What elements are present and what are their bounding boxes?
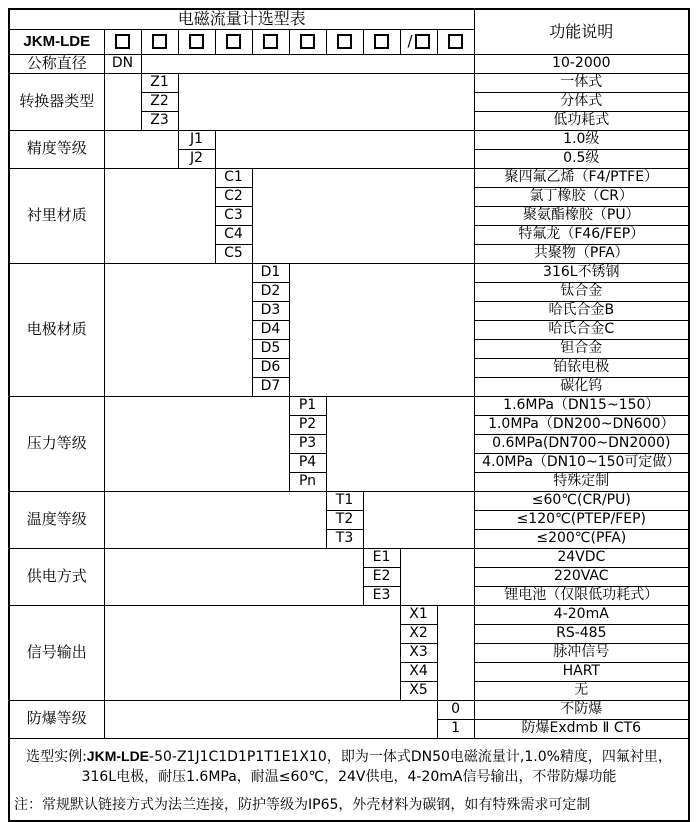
spec-label-power-supply: 供电方式 [9, 548, 104, 605]
spec-desc: 锂电池（仅限低功耗式） [474, 586, 689, 605]
spec-desc: 24VDC [474, 548, 689, 567]
spec-code: X5 [400, 681, 437, 700]
spec-code: E3 [363, 586, 400, 605]
spec-code: T1 [326, 491, 363, 510]
spec-label-signal-output: 信号输出 [9, 605, 104, 700]
spec-desc: 4-20mA [474, 605, 689, 624]
spec-desc: 防爆Exdmb Ⅱ CT6 [474, 719, 689, 738]
spec-desc: 钽合金 [474, 339, 689, 358]
notes-row [9, 738, 689, 821]
spec-desc: 哈氏合金B [474, 301, 689, 320]
blank-cell [289, 263, 474, 396]
spec-desc: 0.6MPa(DN700~DN2000) [474, 434, 689, 453]
spec-desc: 1.0MPa（DN200~DN600） [474, 415, 689, 434]
spec-desc: HART [474, 662, 689, 681]
model-box-cell [141, 29, 178, 54]
blank-cell [178, 73, 474, 130]
model-checkbox[interactable] [263, 34, 278, 49]
blank-cell [141, 54, 474, 73]
spec-label-temperature: 温度等级 [9, 491, 104, 548]
blank-cell [363, 491, 474, 548]
spec-code: D3 [252, 301, 289, 320]
spec-code: D2 [252, 282, 289, 301]
blank-cell [326, 396, 474, 491]
spec-desc: 1.0级 [474, 130, 689, 149]
spec-code: J1 [178, 130, 215, 149]
spec-desc: 哈氏合金C [474, 320, 689, 339]
selection-example [14, 746, 684, 788]
spec-desc: 特氟龙（F46/FEP） [474, 225, 689, 244]
model-box-cell [363, 29, 400, 54]
spec-code: P3 [289, 434, 326, 453]
spec-code: D1 [252, 263, 289, 282]
table-row [9, 73, 689, 92]
spec-code: X2 [400, 624, 437, 643]
model-box-cell [326, 29, 363, 54]
blank-cell [104, 700, 437, 738]
spec-code: Z3 [141, 111, 178, 130]
table-row [9, 130, 689, 149]
table-title: 电磁流量计选型表 [9, 9, 474, 29]
spec-desc: 铂铱电极 [474, 358, 689, 377]
example-model: JKM-LDE [86, 747, 150, 764]
model-checkbox[interactable] [448, 34, 463, 49]
spec-code: C4 [215, 225, 252, 244]
spec-label-explosion-proof: 防爆等级 [9, 700, 104, 738]
title-row [9, 9, 689, 29]
spec-code: DN [104, 54, 141, 73]
spec-label-converter-type: 转换器类型 [9, 73, 104, 130]
model-box-cell [289, 29, 326, 54]
blank-cell [104, 605, 400, 700]
spec-desc: 特殊定制 [474, 472, 689, 491]
spec-desc: 无 [474, 681, 689, 700]
blank-cell [104, 168, 215, 263]
spec-desc: RS-485 [474, 624, 689, 643]
spec-desc: ≤200℃(PFA) [474, 529, 689, 548]
table-row [9, 54, 689, 73]
spec-code: X1 [400, 605, 437, 624]
spec-label-lining: 衬里材质 [9, 168, 104, 263]
spec-desc: ≤60℃(CR/PU) [474, 491, 689, 510]
spec-code: D5 [252, 339, 289, 358]
spec-code: D4 [252, 320, 289, 339]
spec-code: P4 [289, 453, 326, 472]
spec-code: D6 [252, 358, 289, 377]
model-checkbox[interactable] [415, 34, 430, 49]
spec-code: 0 [437, 700, 474, 719]
model-box-cell [400, 29, 437, 54]
spec-code: E2 [363, 567, 400, 586]
model-checkbox[interactable] [226, 34, 241, 49]
footnote: 注：常规默认链接方式为法兰连接，防护等级为IP65，外壳材料为碳钢，如有特殊需求可定制 [14, 797, 591, 814]
spec-desc: 低功耗式 [474, 111, 689, 130]
spec-code: J2 [178, 149, 215, 168]
model-checkbox[interactable] [115, 34, 130, 49]
blank-cell [104, 491, 326, 548]
model-checkbox[interactable] [189, 34, 204, 49]
spec-code: Z2 [141, 92, 178, 111]
spec-desc: 4.0MPa（DN10~150可定做） [474, 453, 689, 472]
spec-code: X3 [400, 643, 437, 662]
selection-sheet [8, 8, 690, 822]
spec-desc: 10-2000 [474, 54, 689, 73]
spec-code: T2 [326, 510, 363, 529]
example-prefix: 选型实例: [26, 748, 87, 765]
blank-cell [104, 396, 289, 491]
spec-desc: ≤120℃(PTEP/FEP) [474, 510, 689, 529]
table-row [9, 605, 689, 624]
spec-code: C1 [215, 168, 252, 187]
model-box-cell [178, 29, 215, 54]
spec-code: X4 [400, 662, 437, 681]
spec-desc: 一体式 [474, 73, 689, 92]
model-checkbox[interactable] [374, 34, 389, 49]
spec-desc: 1.6MPa（DN15~150） [474, 396, 689, 415]
spec-code: P1 [289, 396, 326, 415]
notes-cell [9, 738, 689, 821]
table-row [9, 396, 689, 415]
spec-desc: 0.5级 [474, 149, 689, 168]
blank-cell [252, 168, 474, 263]
spec-desc: 钛合金 [474, 282, 689, 301]
spec-code: C2 [215, 187, 252, 206]
table-row [9, 548, 689, 567]
spec-desc: 不防爆 [474, 700, 689, 719]
blank-cell [437, 605, 474, 700]
table-row [9, 168, 689, 187]
blank-cell [104, 73, 141, 130]
spec-desc: 220VAC [474, 567, 689, 586]
model-checkbox[interactable] [300, 34, 315, 49]
table-row [9, 700, 689, 719]
blank-cell [104, 130, 178, 168]
slash-separator: / [407, 31, 413, 50]
spec-code: Pn [289, 472, 326, 491]
blank-cell [400, 548, 474, 605]
model-box-cell [215, 29, 252, 54]
spec-label-electrode: 电极材质 [9, 263, 104, 396]
model-checkbox[interactable] [152, 34, 167, 49]
spec-code: T3 [326, 529, 363, 548]
spec-label-accuracy: 精度等级 [9, 130, 104, 168]
spec-code: E1 [363, 548, 400, 567]
model-box-cell [252, 29, 289, 54]
model-prefix: JKM-LDE [9, 29, 104, 54]
example-rest: -50-Z1J1C1D1P1T1E1X10，即为一体式DN50电磁流量计,1.0%精度，四氟衬里，316L电极，耐压1.6MPa，耐温≤60℃，24V供电，4-20mA信号输出，不带防爆功能 [81, 748, 672, 785]
spec-code: 1 [437, 719, 474, 738]
table-row [9, 491, 689, 510]
spec-code: C5 [215, 244, 252, 263]
spec-desc: 分体式 [474, 92, 689, 111]
spec-desc: 脉冲信号 [474, 643, 689, 662]
blank-cell [215, 130, 474, 168]
table-row [9, 263, 689, 282]
spec-label-diameter: 公称直径 [9, 54, 104, 73]
model-box-cell [104, 29, 141, 54]
spec-label-pressure: 压力等级 [9, 396, 104, 491]
spec-desc: 316L不锈钢 [474, 263, 689, 282]
selection-table [8, 8, 690, 822]
spec-desc: 共聚物（PFA） [474, 244, 689, 263]
spec-desc: 聚氨酯橡胶（PU） [474, 206, 689, 225]
blank-cell [104, 548, 363, 605]
model-box-cell [437, 29, 474, 54]
spec-code: C3 [215, 206, 252, 225]
blank-cell [104, 263, 252, 396]
model-checkbox[interactable] [337, 34, 352, 49]
function-description-header: 功能说明 [474, 9, 689, 54]
spec-desc: 氯丁橡胶（CR） [474, 187, 689, 206]
spec-code: Z1 [141, 73, 178, 92]
spec-desc: 聚四氟乙烯（F4/PTFE） [474, 168, 689, 187]
spec-code: D7 [252, 377, 289, 396]
spec-desc: 碳化钨 [474, 377, 689, 396]
spec-code: P2 [289, 415, 326, 434]
